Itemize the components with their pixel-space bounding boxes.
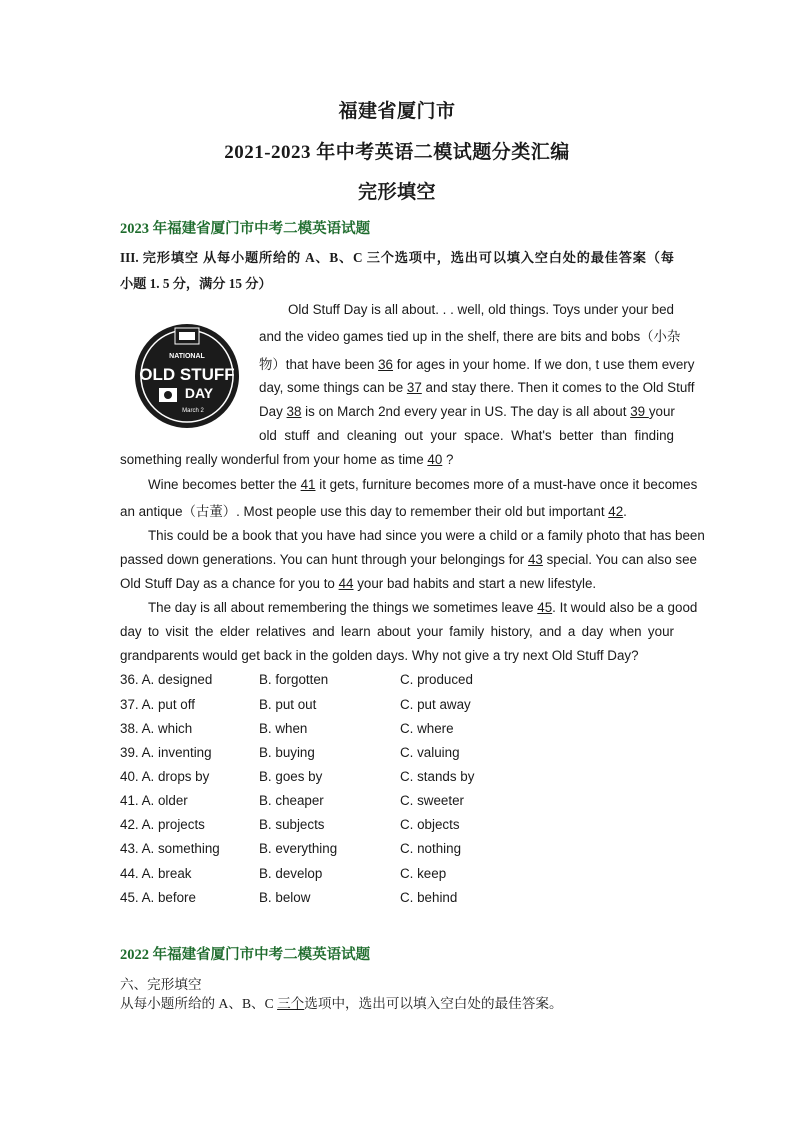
section-2022-subheading: 六、完形填空 — [120, 977, 202, 992]
logo-day-text: DAY — [184, 385, 214, 401]
passage-p3-line-3: Old Stuff Day as a chance for you to 44 your bad habits and start a new lifestyle. — [120, 576, 597, 591]
section-2022-heading: 2022 年福建省厦门市中考二模英语试题 — [120, 947, 371, 963]
section-2023-instruction-line1: III. 完形填空 从每小题所给的 A、B、C 三个选项中，选出可以填入空白处的最佳答案（每 — [120, 250, 674, 265]
logo-national-text: NATIONAL — [169, 353, 205, 360]
passage-line-1: Old Stuff Day is all about. . . well, old things. Toys under your bed — [288, 302, 674, 317]
option-c: C. objects — [400, 817, 460, 832]
option-c: C. stands by — [400, 769, 475, 784]
passage-line-2: and the video games tied up in the shelf, there are bits and bobs（小杂 — [259, 329, 681, 344]
blank-40: 40 — [427, 452, 443, 467]
option-a: 37. A. put off — [120, 697, 195, 712]
old-stuff-day-logo — [131, 318, 243, 430]
option-b: B. put out — [259, 697, 317, 712]
option-b: B. below — [259, 890, 311, 905]
blank-45: 45 — [537, 600, 553, 615]
section-2022-instruction: 从每小题所给的 A、B、C 三个选项中，选出可以填入空白处的最佳答案。 — [120, 996, 563, 1011]
option-c: C. nothing — [400, 841, 462, 856]
passage-p4-line-3: grandparents would get back in the golden days. Why not give a try next Old Stuff Day? — [120, 648, 639, 663]
option-c: C. put away — [400, 697, 471, 712]
passage-line-5: Day 38 is on March 2nd every year in US. The day is all about 39 your — [259, 404, 675, 419]
passage-line-6: old stuff and cleaning out your space. What's better than finding — [259, 428, 674, 443]
option-b: B. goes by — [259, 769, 323, 784]
passage-line-4: day, some things can be 37 and stay there. Then it comes to the Old Stuff — [259, 380, 695, 395]
option-a: 42. A. projects — [120, 817, 205, 832]
passage-line-3: 物）that have been 36 for ages in your home. If we don, t use them every — [259, 357, 695, 372]
option-b: B. forgotten — [259, 672, 329, 687]
option-a: 39. A. inventing — [120, 745, 212, 760]
option-a: 41. A. older — [120, 793, 188, 808]
option-a: 36. A. designed — [120, 672, 213, 687]
doc-title-region: 福建省厦门市 — [338, 101, 456, 122]
logo-date-text: March 2 — [182, 408, 204, 414]
passage-p4-line-2: day to visit the elder relatives and learn about your family history, and a day when your — [120, 624, 674, 639]
doc-title-range: 2021-2023 年中考英语二模试题分类汇编 — [224, 142, 570, 163]
passage-p2-line-2: an antique（古董）. Most people use this day to remember their old but important 42. — [120, 504, 627, 519]
option-b: B. everything — [259, 841, 338, 856]
logo-main-text: OLD STUFF — [139, 365, 235, 384]
blank-39: 39 — [630, 404, 649, 419]
option-b: B. cheaper — [259, 793, 324, 808]
option-a: 45. A. before — [120, 890, 196, 905]
option-b: B. when — [259, 721, 308, 736]
blank-41: 41 — [300, 477, 316, 492]
passage-line-7: something really wonderful from your home as time 40 ? — [120, 452, 454, 467]
passage-p4-line-1: The day is all about remembering the things we sometimes leave 45. It would also be a good — [148, 600, 698, 615]
passage-p2-line-1: Wine becomes better the 41 it gets, furniture becomes more of a must-have once it becomes — [148, 477, 698, 492]
blank-42: 42 — [608, 504, 624, 519]
section-2023-heading: 2023 年福建省厦门市中考二模英语试题 — [120, 221, 371, 237]
section-2023-instruction-line2: 小题 1. 5 分，满分 15 分） — [120, 276, 272, 291]
blank-44: 44 — [338, 576, 354, 591]
blank-37: 37 — [406, 380, 422, 395]
option-c: C. produced — [400, 672, 473, 687]
option-c: C. sweeter — [400, 793, 464, 808]
option-a: 38. A. which — [120, 721, 193, 736]
doc-title-topic: 完形填空 — [357, 182, 436, 203]
option-c: C. valuing — [400, 745, 460, 760]
option-a: 40. A. drops by — [120, 769, 210, 784]
option-b: B. buying — [259, 745, 315, 760]
blank-36: 36 — [378, 357, 394, 372]
option-a: 44. A. break — [120, 866, 192, 881]
blank-43: 43 — [527, 552, 543, 567]
option-c: C. where — [400, 721, 454, 736]
passage-p3-line-1: This could be a book that you have had since you were a child or a family photo that has been — [148, 528, 705, 543]
option-b: B. subjects — [259, 817, 325, 832]
option-a: 43. A. something — [120, 841, 220, 856]
option-c: C. keep — [400, 866, 447, 881]
blank-38: 38 — [286, 404, 302, 419]
passage-p3-line-2: passed down generations. You can hunt through your belongings for 43 special. You can also see — [120, 552, 697, 567]
option-c: C. behind — [400, 890, 458, 905]
option-b: B. develop — [259, 866, 323, 881]
